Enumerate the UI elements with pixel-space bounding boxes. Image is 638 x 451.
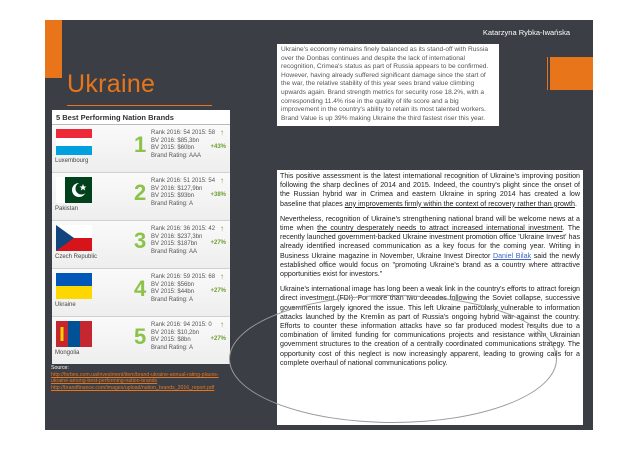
up-arrow-icon: ↑ [220,176,224,185]
rank-number: 2 [134,180,147,205]
accent-divider [547,57,548,90]
rank-text: Rank 2016: 94 2015: 0 [151,322,212,328]
text-span: . The recently launched government-backed Ukraine investment promotion office 'Ukraine Invest' has already identified increased communication as a key focus for the coming year. Writing in Business Ukraine magazine in November, Ukraine Invest Director [280,224,580,260]
accent-block-top [45,20,62,78]
bv-2016: BV 2016: $85,3bn [151,137,200,144]
rank-text: Rank 2016: 54 2015: 58 [151,130,216,136]
slide-title: Ukraine [67,70,156,98]
change-percent: +27% [210,288,226,294]
flag-luxembourg-icon [56,129,92,155]
slide [45,20,593,430]
underlined-text: any improvements firmly within the context of recovery rather than growth [344,199,575,208]
country-name: Luxembourg [55,158,89,164]
accent-block-right [550,57,593,90]
brand-rating: Brand Rating: A [151,200,194,207]
title-underline [67,105,212,106]
brand-rating: Brand Rating: AA [151,248,198,255]
rank-text: Rank 2016: 36 2015: 42 [151,226,216,232]
brand-rating: Brand Rating: AAA [151,152,202,159]
source-link-forbes[interactable]: http://forbes.com.ua/investment/item/brand-ukraine-annual-rating-places-ukraine-among-best-performing-nation-brands [51,371,219,385]
quote-text-box: Ukraine's economy remains finely balanced as its stand-off with Russia over the Donbas continues and despite the lack of international recognition, Crimea's status as part of Russia appears to be confirmed. However, having already suffered significant damage since the start of the war, the relative stability of this year sees brand value climbing upwards again. Brand strength metrics for security rose 18.2%, with a corresponding 11.4% rise in the quality of life score and a big improvement in the country's ability to retain its most talented workers. Brand Value is up 39% making Ukraine the third fastest riser this year. [277,44,499,126]
change-percent: +38% [210,192,226,198]
rank-number: 4 [134,276,147,301]
paragraph-2 [280,215,580,279]
text-span: Nevertheless, recognition of Ukraine's strengthening national brand will be welcome news at a time when [280,214,580,233]
up-arrow-icon: ↑ [220,320,224,329]
change-percent: +27% [210,240,226,246]
up-arrow-icon: ↑ [220,128,224,137]
flag-czech-icon [56,225,92,251]
brand-stats [151,274,215,304]
source-label: Source: [51,365,69,371]
text-span: said the newly established office would focus on "promoting Ukraine's brand as a country where attractive opportunities exist for investors." [280,251,580,279]
paragraph-3: Ukraine's international image has long been a weak link in the country's efforts to attract foreign direct investment (FDI). For more than two decades following the Soviet collapse, successive governments largely ignored the issue. This left Ukraine particularly vulnerable to information attacks launched by the Kremlin as part of Russia's ongoing hybrid war against the country. Efforts to counter these information attacks have so far produced modest results due to a combination of limited funding for communications projects and resistance within Ukrainian government structures to the creation of a centrally coordinated communications strategy. The opportunity cost of this neglect is now increasingly apparent, leading to growing calls for a complete overhaul of national communications policy. [280,285,580,367]
author-name: Katarzyna Rybka-Iwańska [482,28,570,37]
bv-2015: BV 2015: $60bn [151,145,195,151]
underlined-text: the country desperately needs to attract increased international investment [317,224,563,233]
highlight-ellipse [229,295,557,423]
rank-text: Rank 2016: 59 2015: 68 [151,274,216,280]
country-name: Czech Republic [55,254,98,260]
brand-stats [151,178,215,208]
bv-2016: BV 2016: $127,9bn [151,185,203,192]
country-name: Mongolia [55,350,80,356]
change-percent: +27% [210,336,226,342]
bv-2016: BV 2016: $56bn [151,281,195,288]
flag-ukraine-icon [56,273,92,299]
table-title: 5 Best Performing Nation Brands [52,110,230,125]
brand-rating: Brand Rating: A [151,344,194,351]
flag-mongolia-icon [56,321,92,347]
up-arrow-icon: ↑ [220,272,224,281]
brand-rating: Brand Rating: A [151,296,194,303]
bv-2015: BV 2015: $44bn [151,289,195,295]
bv-2015: BV 2015: $8bn [151,337,191,343]
table-row [52,221,230,269]
text-span: . [574,199,577,208]
paragraph-1 [280,172,580,209]
up-arrow-icon: ↑ [220,224,224,233]
change-percent: +43% [210,144,226,150]
brand-stats [151,226,215,256]
daniel-bilak-link[interactable]: Daniel Bilak [492,251,532,260]
source-block [51,365,221,391]
country-name: Pakistan [55,206,79,212]
brand-stats [151,130,215,160]
rank-text: Rank 2016: 51 2015: 54 [151,178,216,184]
rank-number: 1 [134,132,147,157]
table-row [52,317,230,364]
bv-2015: BV 2015: $187bn [151,241,198,247]
source-link-brandfinance[interactable]: http://brandfinance.com/images/upload/nation_brands_2016_report.pdf [51,384,215,391]
flag-pakistan-icon [56,177,92,203]
bv-2015: BV 2015: $93bn [151,193,195,199]
rank-number: 5 [134,324,147,349]
text-span: This positive assessment is the latest international recognition of Ukraine's improving position following the sharp declines of 2014 and 2015. Indeed, the country's plight since the onset of the Russian hybrid war in Crimea and eastern Ukraine in spring 2014 has created a low baseline that places [280,172,580,208]
bv-2016: BV 2016: $10,2bn [151,329,200,336]
table-row [52,269,230,317]
table-row [52,125,230,173]
nation-brands-table [52,110,230,362]
brand-stats [151,322,212,352]
rank-number: 3 [134,228,147,253]
bv-2016: BV 2016: $237,3bn [151,233,203,240]
country-name: Ukraine [55,302,76,308]
table-row [52,173,230,221]
